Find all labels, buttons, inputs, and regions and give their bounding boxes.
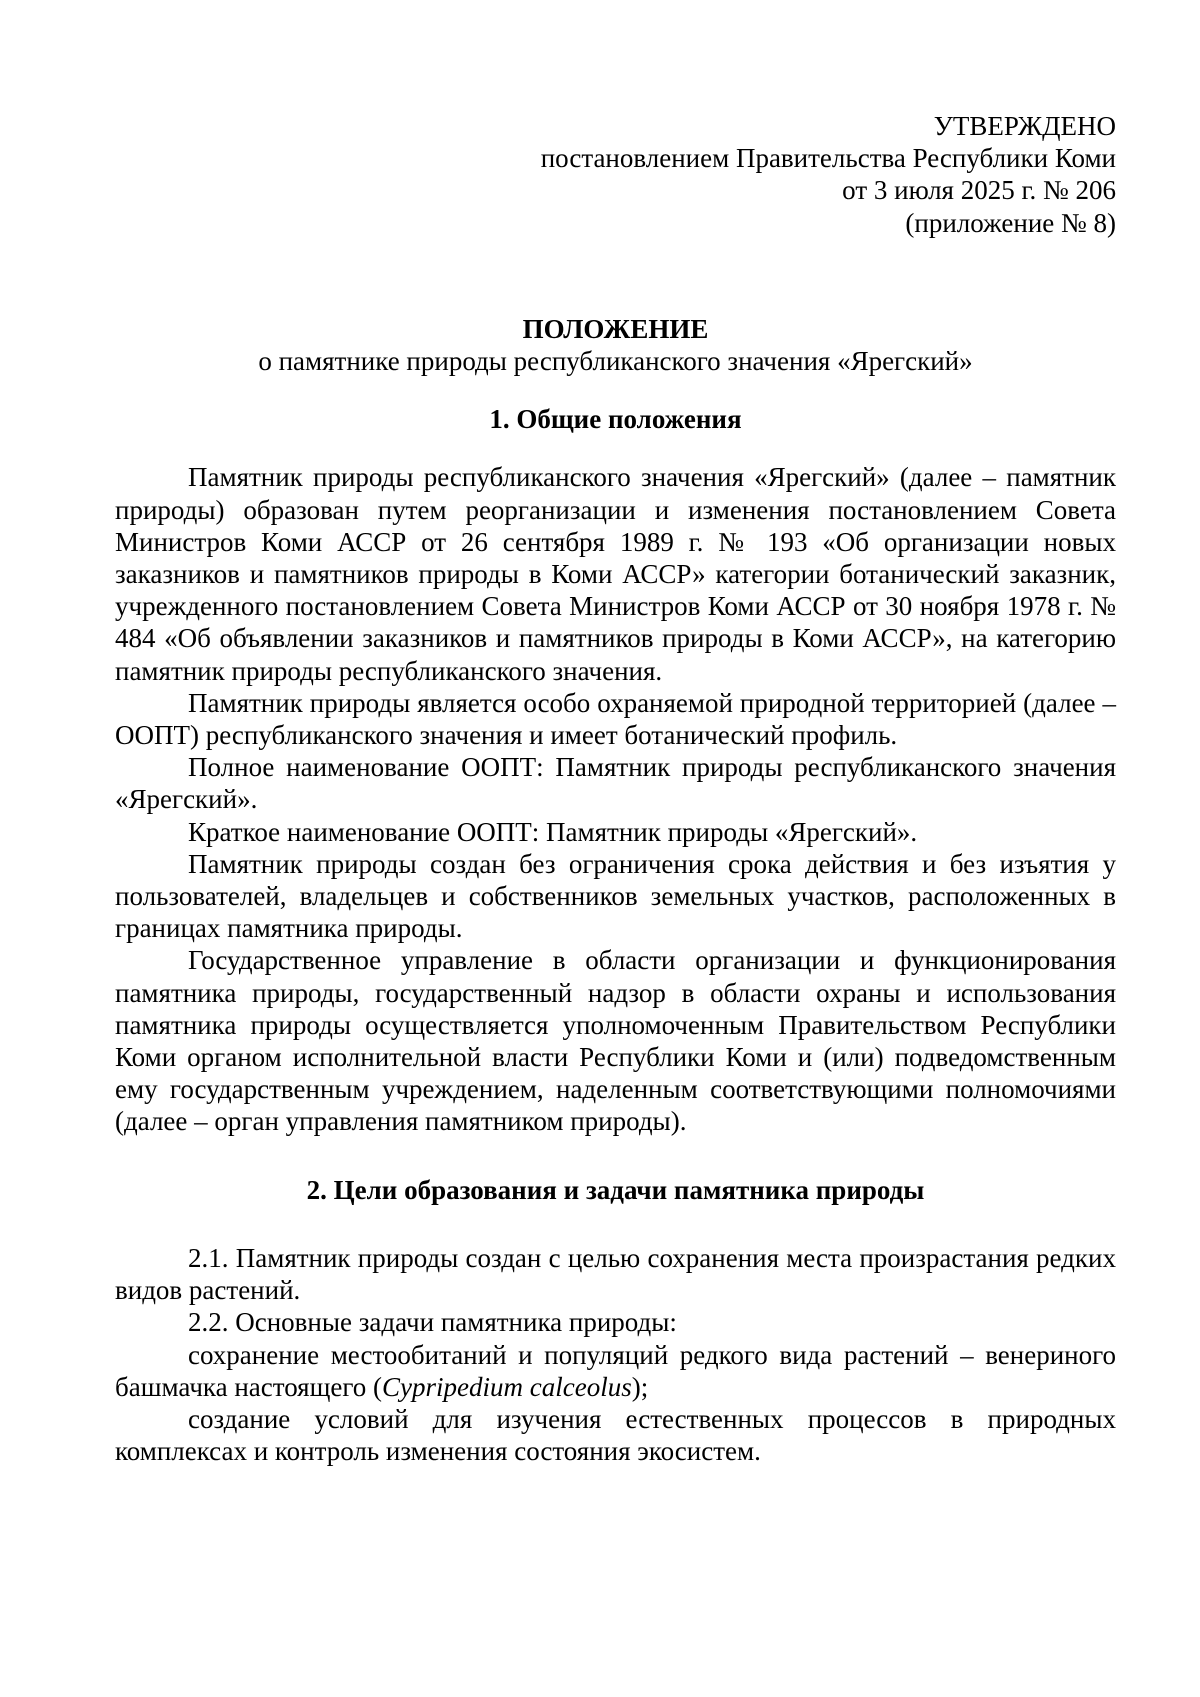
document-subtitle: о памятнике природы республиканского значения «Ярегский» bbox=[258, 346, 973, 377]
approval-block bbox=[115, 110, 1116, 239]
section-1-paragraph-3: Полное наименование ООПТ: Памятник природы республиканского значения «Ярегский». bbox=[115, 752, 1116, 815]
approval-decree: постановлением Правительства Республики Коми bbox=[540, 143, 1116, 174]
section-1-paragraph-4: Краткое наименование ООПТ: Памятник природы «Ярегский». bbox=[188, 816, 918, 847]
section-2-paragraph-4: создание условий для изучения естественных процессов в природных комплексах и контроль изменения состояния экосистем. bbox=[115, 1403, 1116, 1467]
section-2-heading: 2. Цели образования и задачи памятника природы bbox=[306, 1174, 925, 1205]
document-page bbox=[115, 110, 1116, 1467]
section-2-paragraph-2: 2.2. Основные задачи памятника природы: bbox=[188, 1307, 677, 1338]
section-1-paragraph-1: Памятник природы республиканского значения «Ярегский» (далее – памятник природы) образован путем реорганизации и изменения постановлением Совета Министров Коми АССР от 26 сентября 1989 г. № 193 «Об организации новых заказников и памятников природы в Коми АССР» категории ботанический заказник, учрежденного постановлением Совета Министров Коми АССР от 30 ноября 1978 г. № 484 «Об объявлении заказников и памятников природы в Коми АССР», на категорию памятник природы республиканского значения. bbox=[115, 462, 1116, 686]
paragraph-text-end: ); bbox=[631, 1371, 649, 1402]
approval-appendix: (приложение № 8) bbox=[905, 207, 1116, 238]
section-2-paragraph-3 bbox=[115, 1339, 1116, 1403]
section-1-paragraph-6: Государственное управление в области организации и функционирования памятника природы, государственный надзор в области охраны и использования памятника природы осуществляется уполномоченным Правительством Республики Коми органом исполнительной власти Республики Коми и (или) подведомственным ему государственным учреждением, наделенным соответствующими полномочиями (далее – орган управления памятником природы). bbox=[115, 945, 1116, 1137]
document-title: ПОЛОЖЕНИЕ bbox=[522, 313, 709, 344]
approval-stamp: УТВЕРЖДЕНО bbox=[933, 111, 1116, 141]
paragraph-text: сохранение местообитаний и популяций редкого вида растений – венериного башмачка настоящего ( bbox=[115, 1339, 1116, 1402]
section-1-heading: 1. Общие положения bbox=[489, 404, 742, 435]
section-1-paragraph-5: Памятник природы создан без ограничения срока действия и без изъятия у пользователей, владельцев и собственников земельных участков, расположенных в границах памятника природы. bbox=[115, 848, 1116, 944]
section-1-paragraph-2: Памятник природы является особо охраняемой природной территорией (далее – ООПТ) республиканского значения и имеет ботанический профиль. bbox=[115, 687, 1116, 751]
section-2-paragraph-1: 2.1. Памятник природы создан с целью сохранения места произрастания редких видов растений. bbox=[115, 1242, 1116, 1306]
approval-date-number: от 3 июля 2025 г. № 206 bbox=[842, 175, 1116, 206]
latin-species-name: Cypripedium calceolus bbox=[382, 1371, 632, 1402]
